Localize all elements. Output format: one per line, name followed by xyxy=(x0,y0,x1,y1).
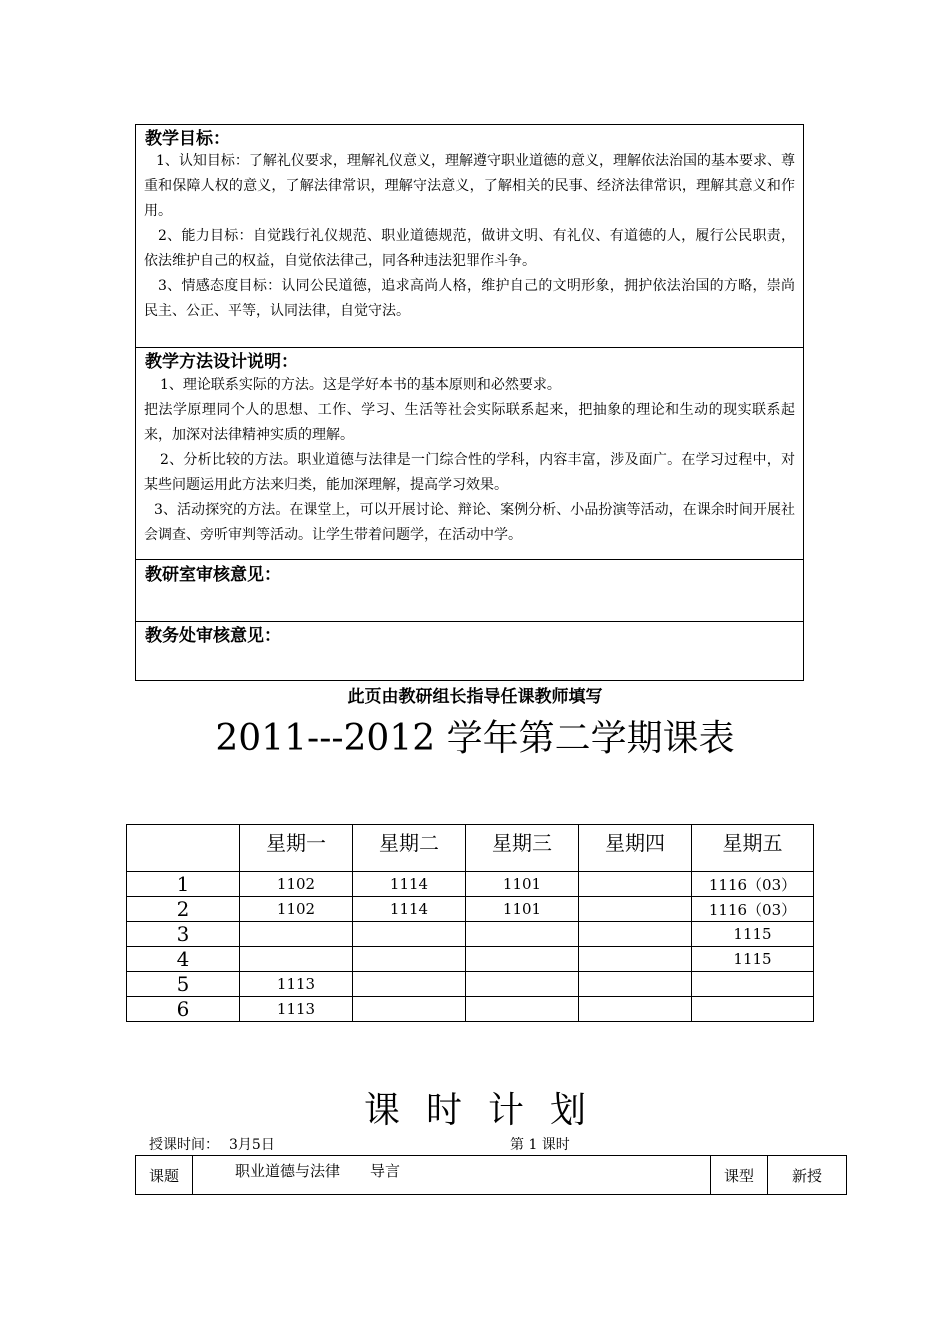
goal-attitude: 3、情感态度目标：认同公民道德，追求高尚人格，维护自己的文明形象，拥护依法治国的方略，崇尚民主、公正、平等，认同法律，自觉守法。 xyxy=(144,278,795,319)
method-2: 2、分析比较的方法。职业道德与法律是一门综合性的学科，内容丰富，涉及面广。在学习过程中，对某些问题运用此方法来归类，能加深理解，提高学习效果。 xyxy=(144,452,795,493)
research-review-label: 教研室审核意见： xyxy=(145,565,281,585)
class-cell: 1101 xyxy=(466,872,579,897)
class-cell xyxy=(579,872,692,897)
goals-title: 教学目标： xyxy=(145,129,230,149)
class-cell: 1115 xyxy=(692,922,814,947)
method-1: 1、理论联系实际的方法。这是学好本书的基本原则和必然要求。 xyxy=(160,377,561,393)
class-cell: 1116（03） xyxy=(692,897,814,922)
date-field xyxy=(149,1134,275,1154)
class-cell xyxy=(466,922,579,947)
period-cell: 3 xyxy=(127,922,240,947)
class-cell xyxy=(579,947,692,972)
method-1-detail: 把法学原理同个人的思想、工作、学习、生活等社会实际联系起来，把抽象的理论和生动的现实联系起来，加深对法律精神实质的理解。 xyxy=(144,402,795,443)
class-cell xyxy=(579,972,692,997)
period-cell: 5 xyxy=(127,972,240,997)
table-row xyxy=(127,922,814,947)
class-cell xyxy=(692,972,814,997)
academic-review-label: 教务处审核意见： xyxy=(145,626,281,646)
table-row xyxy=(136,1156,847,1195)
goal-cognitive: 1、认知目标：了解礼仪要求，理解礼仪意义，理解遵守职业道德的意义，理解依法治国的基本要求、尊重和保障人权的意义，了解法律常识，理解守法意义，了解相关的民事、经济法律常识，理解其意义和作用。 xyxy=(144,153,795,219)
type-value: 新授 xyxy=(768,1156,847,1195)
schedule-table xyxy=(126,824,814,1022)
day-header: 星期三 xyxy=(466,825,579,872)
topic-value: 职业道德与法律 导言 xyxy=(193,1156,711,1195)
lesson-goals-box xyxy=(135,124,804,681)
date-value: 3月5日 xyxy=(229,1137,275,1153)
class-cell xyxy=(466,972,579,997)
class-cell: 1102 xyxy=(240,872,353,897)
class-cell xyxy=(579,997,692,1022)
section-divider xyxy=(136,621,803,622)
class-cell: 1113 xyxy=(240,997,353,1022)
class-cell xyxy=(466,997,579,1022)
class-cell: 1116（03） xyxy=(692,872,814,897)
class-cell: 1114 xyxy=(353,897,466,922)
table-row xyxy=(127,972,814,997)
period-cell: 6 xyxy=(127,997,240,1022)
period-cell: 1 xyxy=(127,872,240,897)
table-row xyxy=(127,872,814,897)
table-row xyxy=(127,947,814,972)
topic-label: 课题 xyxy=(136,1156,193,1195)
period-cell: 4 xyxy=(127,947,240,972)
class-cell: 1102 xyxy=(240,897,353,922)
period-cell: 2 xyxy=(127,897,240,922)
day-header: 星期一 xyxy=(240,825,353,872)
lesson-info-table xyxy=(135,1155,847,1195)
day-header: 星期四 xyxy=(579,825,692,872)
page-note: 此页由教研组长指导任课教师填写 xyxy=(347,687,603,707)
day-header: 星期二 xyxy=(353,825,466,872)
class-cell xyxy=(466,947,579,972)
table-header-row xyxy=(127,825,814,872)
type-label: 课型 xyxy=(711,1156,768,1195)
class-cell: 1114 xyxy=(353,872,466,897)
table-row xyxy=(127,897,814,922)
day-header: 星期五 xyxy=(692,825,814,872)
class-cell xyxy=(692,997,814,1022)
class-cell xyxy=(579,922,692,947)
class-cell xyxy=(353,947,466,972)
class-cell xyxy=(240,947,353,972)
class-cell xyxy=(353,972,466,997)
period-label: 第 1 课时 xyxy=(510,1137,570,1153)
class-cell xyxy=(353,922,466,947)
class-cell: 1115 xyxy=(692,947,814,972)
corner-cell xyxy=(127,825,240,872)
class-cell: 1113 xyxy=(240,972,353,997)
date-label: 授课时间： xyxy=(149,1137,219,1153)
class-cell: 1101 xyxy=(466,897,579,922)
plan-title: 课时计划 xyxy=(363,1090,612,1131)
methods-title: 教学方法设计说明： xyxy=(145,352,298,372)
section-divider xyxy=(136,347,803,348)
table-row xyxy=(127,997,814,1022)
class-cell xyxy=(240,922,353,947)
class-cell xyxy=(353,997,466,1022)
method-3: 3、活动探究的方法。在课堂上，可以开展讨论、辩论、案例分析、小品扮演等活动，在课余时间开展社会调查、旁听审判等活动。让学生带着问题学，在活动中学。 xyxy=(144,502,795,543)
class-cell xyxy=(579,897,692,922)
section-divider xyxy=(136,559,803,560)
goal-ability: 2、能力目标：自觉践行礼仪规范、职业道德规范，做讲文明、有礼仪、有道德的人，履行公民职责，依法维护自己的权益，自觉依法律己，同各种违法犯罪作斗争。 xyxy=(144,228,795,269)
schedule-title: 2011---2012 学年第二学期课表 xyxy=(215,718,735,759)
